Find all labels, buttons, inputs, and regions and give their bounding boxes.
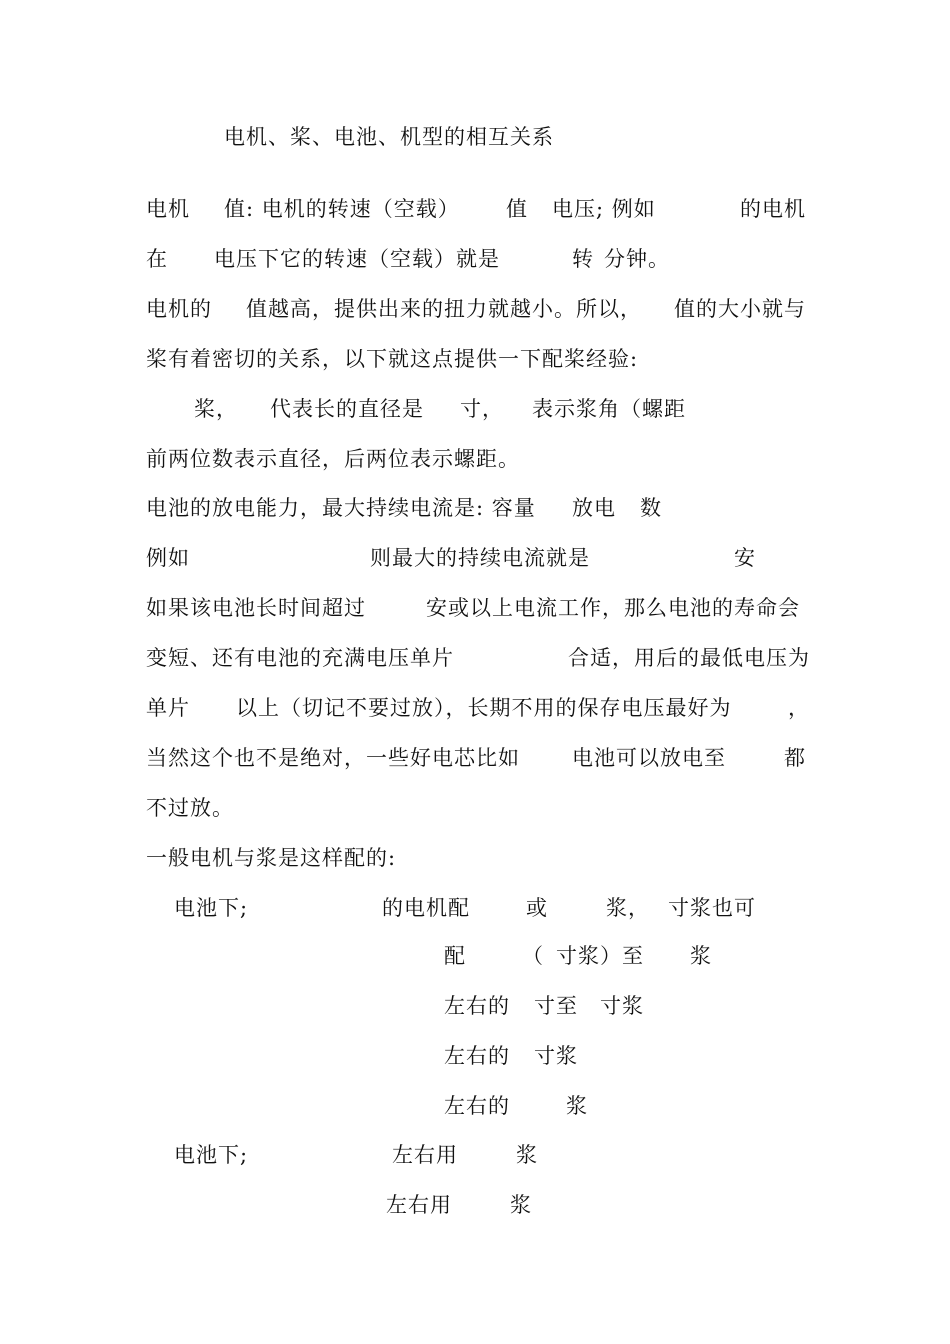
text-fragment: 值的大小就与 (674, 297, 806, 321)
text-fragment: 电机的 (146, 297, 212, 321)
text-fragment: 代表长的直径是 (270, 397, 424, 421)
text-fragment: 电池的放电能力，最大持续电流是: 容量 (146, 496, 536, 520)
text-fragment: 浆， (606, 896, 650, 920)
text-fragment: 左右用 (392, 1143, 458, 1167)
text-fragment: 以上（切记不要过放），长期不用的保存电压最好为 (236, 696, 732, 720)
text-fragment: 左右的 (444, 1094, 510, 1118)
text-fragment: 左右的 (444, 1044, 510, 1068)
text-fragment: 值 (506, 197, 528, 221)
text-fragment: 当然这个也不是绝对，一些好电芯比如 (146, 746, 520, 770)
text-fragment: 桨， (194, 397, 238, 421)
text-fragment: 电池下; (174, 1143, 249, 1167)
text-fragment: 转 (572, 247, 594, 271)
text-fragment: 都 (784, 746, 806, 770)
text-line: 桨有着密切的关系，以下就这点提供一下配桨经验: (146, 347, 639, 371)
text-fragment: 电池可以放电至 (572, 746, 726, 770)
text-fragment: 单片 (146, 696, 190, 720)
text-fragment: 分钟。 (604, 247, 670, 271)
text-line: 不过放。 (146, 796, 234, 820)
text-fragment: 值: 电机的转速（空载） (224, 197, 460, 221)
text-line: 前两位数表示直径，后两位表示螺距。 (146, 447, 520, 471)
text-fragment: 寸浆）至 (556, 944, 644, 968)
text-fragment: 表示浆角（螺距 (532, 397, 686, 421)
text-fragment: （ (522, 944, 544, 968)
text-fragment: 电压; 例如 (552, 197, 656, 221)
text-fragment: 安 (734, 546, 756, 570)
text-fragment: 电池下; (174, 896, 249, 920)
text-fragment: 寸浆也可 (668, 896, 756, 920)
text-fragment: 值越高，提供出来的扭力就越小。所以， (246, 297, 642, 321)
text-fragment: 寸浆 (600, 994, 644, 1018)
text-fragment: 则最大的持续电流就是 (370, 546, 590, 570)
text-fragment: 浆 (690, 944, 712, 968)
text-fragment: 的电机 (740, 197, 806, 221)
text-fragment: 寸至 (534, 994, 578, 1018)
text-fragment: 左右用 (386, 1193, 452, 1217)
text-fragment: 左右的 (444, 994, 510, 1018)
text-fragment: 变短、还有电池的充满电压单片 (146, 646, 454, 670)
text-fragment: 安或以上电流工作，那么电池的寿命会 (426, 596, 800, 620)
text-fragment: 在 (146, 247, 168, 271)
text-fragment: 如果该电池长时间超过 (146, 596, 366, 620)
text-fragment: 浆 (516, 1143, 538, 1167)
text-fragment: ， (788, 696, 810, 720)
text-fragment: 电压下它的转速（空载）就是 (214, 247, 500, 271)
document-title: 电机、桨、电池、机型的相互关系 (224, 125, 554, 149)
text-fragment: 放电 (572, 496, 616, 520)
text-fragment: 配 (444, 944, 466, 968)
text-fragment: 浆 (510, 1193, 532, 1217)
text-fragment: 寸浆 (534, 1044, 578, 1068)
text-fragment: 浆 (566, 1094, 588, 1118)
text-fragment: 电机 (146, 197, 190, 221)
text-fragment: 例如 (146, 546, 190, 570)
text-fragment: 的电机配 (382, 896, 470, 920)
text-line: 一般电机与浆是这样配的: (146, 846, 397, 870)
text-fragment: 合适，用后的最低电压为 (568, 646, 810, 670)
text-fragment: 或 (526, 896, 548, 920)
text-fragment: 寸， (460, 397, 504, 421)
text-fragment: 数 (640, 496, 662, 520)
